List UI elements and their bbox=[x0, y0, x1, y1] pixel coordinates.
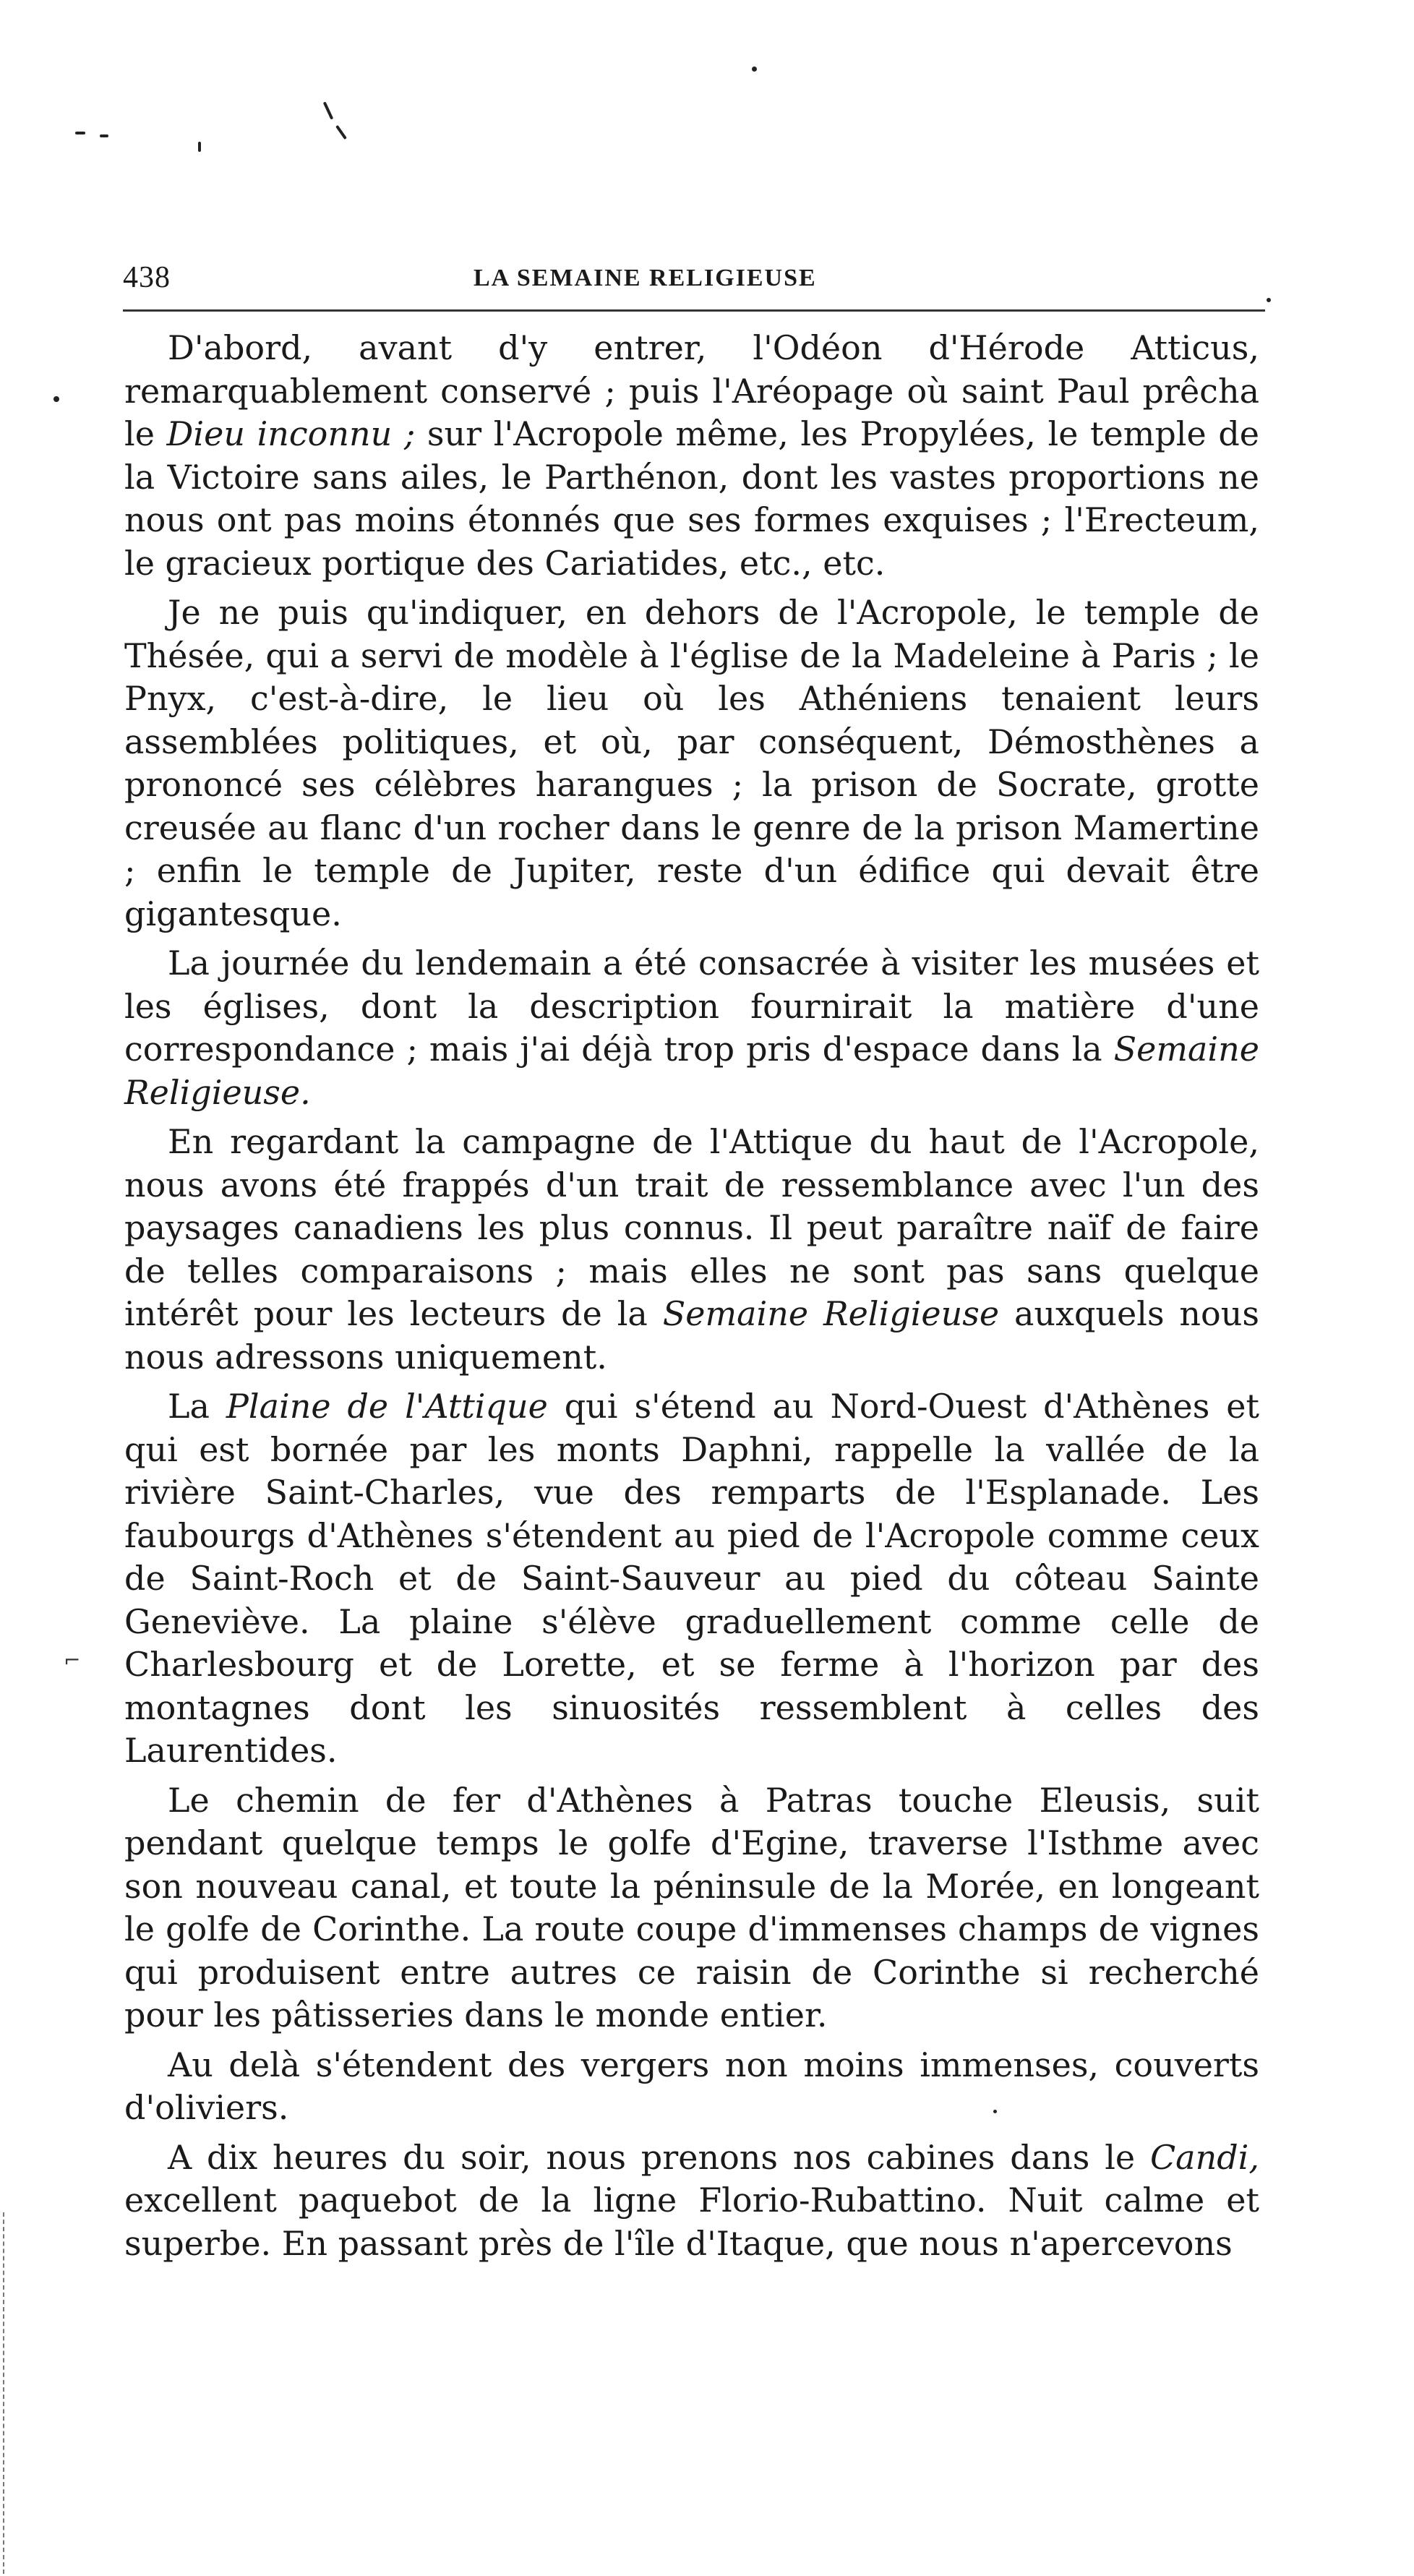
margin-mark: ⌐ bbox=[64, 1648, 81, 1672]
scan-speck bbox=[1267, 298, 1271, 302]
paragraph: Le chemin de fer d'Athènes à Patras touche Eleusis, suit pendant quelque temps le golfe d'Egine, traverse l'Isthme avec son nouveau canal, et toute la péninsule de la Morée, en longeant le golfe de Corinthe. La route coupe d'immenses champs de vignes qui produisent entre autres ce raisin de Corinthe si recherché pour les pâtisseries dans le monde entier. bbox=[124, 1780, 1259, 2034]
header-rule bbox=[123, 309, 1265, 312]
body-text bbox=[124, 327, 1259, 2265]
scan-speck bbox=[752, 67, 757, 72]
scan-speck bbox=[100, 134, 108, 137]
scan-speck bbox=[335, 125, 347, 140]
running-title: LA SEMAINE RELIGIEUSE bbox=[474, 265, 817, 291]
page-edge-line bbox=[3, 2212, 4, 2574]
page-header bbox=[123, 260, 1265, 304]
paragraph: Au delà s'étendent des vergers non moins immenses, couverts d'oliviers. bbox=[124, 2045, 1259, 2127]
paragraph: A dix heures du soir, nous prenons nos cabines dans le Candi, excellent paquebot de la ligne Florio-Rubattino. Nuit calme et superbe. En passant près de l'île d'Itaque, que nous n'apercevons bbox=[124, 2137, 1259, 2263]
paragraph: En regardant la campagne de l'Attique du haut de l'Acropole, nous avons été frappés d'un trait de ressemblance avec l'un des paysages canadiens les plus connus. Il peut paraître naïf de faire de telles comparaisons ; mais elles ne sont pas sans quelque intérêt pour les lecteurs de la Semaine Religieuse auxquels nous nous adressons uniquement. bbox=[124, 1122, 1259, 1377]
page-number: 438 bbox=[123, 261, 171, 294]
scan-speck bbox=[53, 396, 59, 402]
scan-speck bbox=[323, 101, 334, 119]
paragraph: La Plaine de l'Attique qui s'étend au Nord-Ouest d'Athènes et qui est bornée par les monts Daphni, rappelle la vallée de la rivière Saint-Charles, vue des remparts de l'Esplanade. Les faubourgs d'Athènes s'étendent au pied de l'Acropole comme ceux de Saint-Roch et de Saint-Sauveur au pied du côteau Sainte Geneviève. La plaine s'élève graduellement comme celle de Charlesbourg et de Lorette, et se ferme à l'horizon par des montagnes dont les sinuosités ressemblent à celles des Laurentides. bbox=[124, 1387, 1260, 1770]
paragraph: D'abord, avant d'y entrer, l'Odéon d'Hérode Atticus, remarquablement conservé ; puis l'Aréopage où saint Paul prêcha le Dieu inconnu ; sur l'Acropole même, les Propylées, le temple de la Victoire sans ailes, le Parthénon, dont les vastes proportions ne nous ont pas moins étonnés que ses formes exquises ; l'Erecteum, le gracieux portique des Cariatides, etc., etc. bbox=[124, 328, 1259, 583]
scan-speck bbox=[75, 132, 85, 134]
scan-speck bbox=[198, 142, 201, 152]
paragraph: La journée du lendemain a été consacrée à visiter les musées et les églises, dont la description fournirait la matière d'une correspondance ; mais j'ai déjà trop pris d'espace dans la Semaine Religieuse. bbox=[124, 943, 1259, 1112]
paragraph: Je ne puis qu'indiquer, en dehors de l'Acropole, le temple de Thésée, qui a servi de modèle à l'église de la Madeleine à Paris ; le Pnyx, c'est-à-dire, le lieu où les Athéniens tenaient leurs assemblées politiques, et où, par conséquent, Démosthènes a prononcé ses célèbres harangues ; la prison de Socrate, grotte creusée au flanc d'un rocher dans le genre de la prison Mamertine ; enfin le temple de Jupiter, reste d'un édifice qui devait être gigantesque. bbox=[124, 593, 1259, 933]
